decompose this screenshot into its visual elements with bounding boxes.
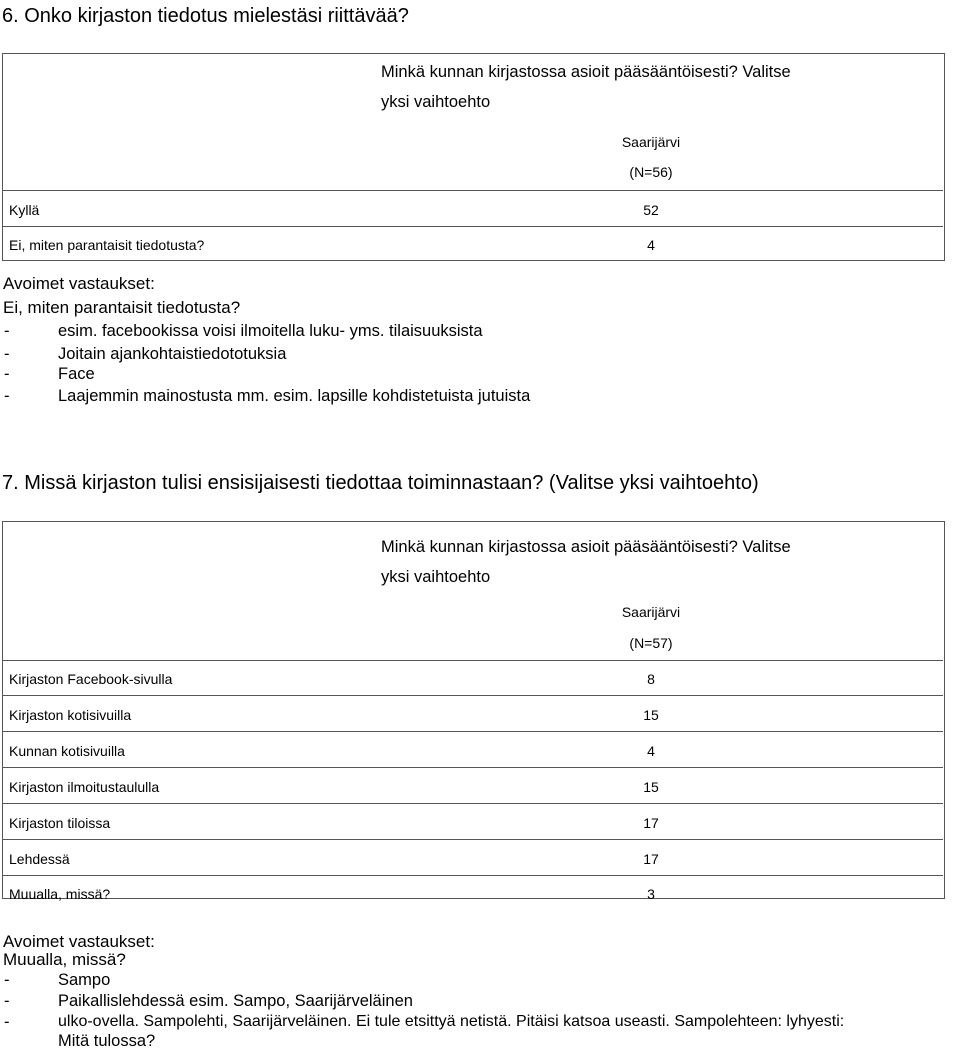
q7-row-value: 4 (647, 743, 655, 759)
q7-row-divider (3, 695, 943, 696)
q7-row-divider (3, 803, 943, 804)
q7-row-label: Lehdessä (9, 851, 70, 867)
q7-answer: Sampo (58, 971, 111, 989)
q6-question-line2: yksi vaihtoehto (381, 93, 491, 111)
q7-row-label: Muualla, missä? (9, 886, 111, 902)
q7-row-label: Kirjaston kotisivuilla (9, 707, 132, 723)
q6-column-header: Saarijärvi (621, 134, 681, 150)
q6-question-line1: Minkä kunnan kirjastossa asioit pääsääntöisesti? Valitse (381, 63, 791, 81)
q6-header-divider (3, 190, 943, 191)
q6-answer-dash: - (4, 365, 10, 383)
q6-answer-dash: - (4, 387, 10, 405)
q6-answer-dash: - (4, 345, 10, 363)
q7-row-label: Kirjaston Facebook-sivulla (9, 671, 173, 687)
q7-row-label: Kunnan kotisivuilla (9, 743, 125, 759)
q7-open-subheading: Muualla, missä? (3, 950, 126, 969)
q7-question-line1: Minkä kunnan kirjastossa asioit pääsääntöisesti? Valitse (381, 538, 791, 556)
q6-answer: Joitain ajankohtaistiedototuksia (58, 345, 287, 363)
q6-row-label: Ei, miten parantaisit tiedotusta? (9, 237, 205, 253)
q6-row-value: 4 (647, 237, 655, 253)
q7-row-value: 17 (643, 851, 659, 867)
q6-answer: Laajemmin mainostusta mm. esim. lapsille kohdistetuista jutuista (58, 387, 531, 405)
q7-row-value: 8 (647, 671, 655, 687)
q7-answer-dash: - (4, 992, 10, 1010)
q6-table (2, 53, 945, 261)
q7-answer-dash: - (4, 1013, 10, 1031)
q6-title: 6. Onko kirjaston tiedotus mielestäsi riittävää? (2, 5, 409, 27)
q7-row-divider (3, 839, 943, 840)
q7-question (381, 532, 901, 592)
q7-table (2, 521, 945, 902)
q6-open-subheading: Ei, miten parantaisit tiedotusta? (3, 298, 241, 317)
q7-header-divider (3, 660, 943, 661)
q7-answer-dash: - (4, 971, 10, 989)
q7-column-header: Saarijärvi (621, 604, 681, 620)
q7-row-value: 17 (643, 815, 659, 831)
q7-row-label: Kirjaston tiloissa (9, 815, 111, 831)
q7-row-value: 15 (643, 707, 659, 723)
q7-open-heading: Avoimet vastaukset: (3, 932, 155, 951)
q7-title: 7. Missä kirjaston tulisi ensisijaisesti tiedottaa toiminnastaan? (Valitse yksi vaihtoehto) (2, 472, 759, 494)
q6-open-heading: Avoimet vastaukset: (3, 274, 155, 293)
q6-answer: esim. facebookissa voisi ilmoitella luku- yms. tilaisuuksista (58, 322, 483, 340)
q6-answer: Face (58, 365, 95, 383)
q7-row-divider (3, 767, 943, 768)
q7-row-label: Kirjaston ilmoitustaululla (9, 779, 160, 795)
q7-row-divider (3, 875, 943, 876)
q7-answer: ulko-ovella. Sampolehti, Saarijärveläinen. Ei tule etsittyä netistä. Pitäisi katsoa useasti. Sampolehteen: lyhyesti: (58, 1013, 845, 1030)
q7-row-value: 3 (647, 886, 655, 902)
q7-row-value: 15 (643, 779, 659, 795)
q6-row-divider (3, 226, 943, 227)
q6-row-label: Kyllä (9, 202, 40, 218)
q7-answer-continuation: Mitä tulossa? (58, 1032, 156, 1050)
q7-n-count: (N=57) (629, 635, 673, 651)
q6-answer-dash: - (4, 322, 10, 340)
q7-row-divider (3, 731, 943, 732)
q6-n-count: (N=56) (629, 164, 673, 180)
q6-row-value: 52 (643, 202, 659, 218)
q6-question (381, 57, 901, 117)
q7-question-line2: yksi vaihtoehto (381, 568, 491, 586)
q7-answer: Paikallislehdessä esim. Sampo, Saarijärveläinen (58, 992, 413, 1010)
